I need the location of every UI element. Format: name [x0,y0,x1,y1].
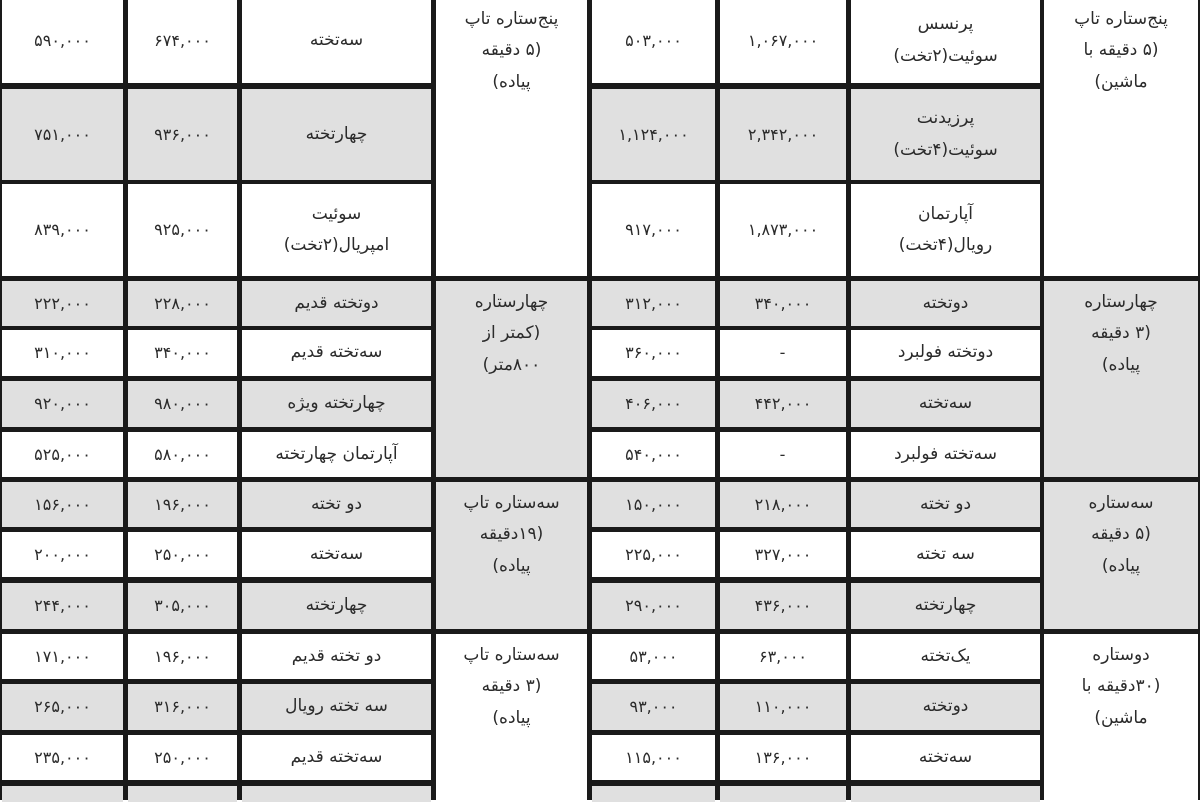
room-type-cell: سه‌تخته [242,532,431,577]
price-cell: ۵۲۵,۰۰۰ [2,432,123,477]
price-cell: ۵۴۰,۰۰۰ [592,432,715,477]
hotel-class-cell: سه‌ستاره تاپ (۱۹دقیقه پیاده) [436,482,587,629]
price-cell: ۳۱۲,۰۰۰ [592,281,715,326]
price-cell: ۲۶۵,۰۰۰ [2,684,123,730]
price-cell: ۲۵۰,۰۰۰ [128,735,237,780]
room-type-cell: دوتخته [851,684,1040,730]
price-cell: - [720,330,846,376]
hotel-class-cell: چهارستاره (کمتر از ۸۰۰متر) [436,281,587,477]
price-cell: ۵۰۳,۰۰۰ [592,0,715,83]
price-cell: ۹۳,۰۰۰ [592,684,715,730]
room-type-cell: سه‌تخته قدیم [242,735,431,780]
price-cell: ۱۱۵,۰۰۰ [592,735,715,780]
price-cell: ۹۸۰,۰۰۰ [128,381,237,427]
price-cell: ۲۹۰,۰۰۰ [592,583,715,629]
price-cell: ۱۹۶,۰۰۰ [128,634,237,679]
price-cell: ۲۴۴,۰۰۰ [2,583,123,629]
room-type-cell: دو تخته قدیم [242,634,431,679]
price-cell: ۲۳۵,۰۰۰ [2,735,123,780]
room-type-cell: یک‌تخته [851,634,1040,679]
price-cell: ۳۰۵,۰۰۰ [128,583,237,629]
price-cell: ۱,۰۶۷,۰۰۰ [720,0,846,83]
hotel-class-cell: دوستاره (۳۰دقیقه با ماشین) [1044,634,1198,802]
price-cell: ۱,۸۷۳,۰۰۰ [720,184,846,276]
price-cell: ۵۳,۰۰۰ [592,634,715,679]
room-type-cell: سه‌تخته قدیم [242,330,431,376]
price-cell: ۱۹۶,۰۰۰ [128,482,237,527]
room-type-cell: سه‌تخته [242,0,431,83]
price-cell: ۲۲۵,۰۰۰ [592,532,715,577]
price-cell: ۳۲۷,۰۰۰ [720,532,846,577]
price-cell: ۴۳۶,۰۰۰ [720,583,846,629]
room-type-cell: آپارتمان رویال(۴تخت) [851,184,1040,276]
hotel-class-cell: سه‌ستاره تاپ (۳ دقیقه پیاده) [436,634,587,802]
price-cell: ۲۵۰,۰۰۰ [128,532,237,577]
price-cell: ۳۴۰,۰۰۰ [720,281,846,326]
price-cell: ۹۲۰,۰۰۰ [2,381,123,427]
price-cell: ۲۲۸,۰۰۰ [128,281,237,326]
price-cell: ۵۸۰,۰۰۰ [128,432,237,477]
room-type-cell: سه‌تخته [851,735,1040,780]
price-cell: ۶۳,۰۰۰ [720,634,846,679]
room-type-cell: چهارتخته ویژه [242,381,431,427]
price-cell: ۵۹۰,۰۰۰ [2,0,123,83]
room-type-cell: دوتخته قدیم [242,281,431,326]
price-cell: ۳۱۰,۰۰۰ [2,330,123,376]
price-cell: ۶۷۴,۰۰۰ [128,0,237,83]
room-type-cell: دوتخته [851,281,1040,326]
room-type-cell: چهارتخته [851,583,1040,629]
price-cell: ۹۱۷,۰۰۰ [592,184,715,276]
price-cell: ۲,۳۴۲,۰۰۰ [720,89,846,180]
price-cell: ۳۱۶,۰۰۰ [128,684,237,730]
price-cell: ۹۲۵,۰۰۰ [128,184,237,276]
room-type-cell: سوئیت امپریال(۲تخت) [242,184,431,276]
price-cell: ۱,۱۲۴,۰۰۰ [592,89,715,180]
price-cell: ۴۰۶,۰۰۰ [592,381,715,427]
room-type-cell: دو تخته [242,482,431,527]
price-cell: - [720,432,846,477]
price-cell: ۴۴۲,۰۰۰ [720,381,846,427]
price-cell: ۲۲۲,۰۰۰ [2,281,123,326]
room-type-cell: دو تخته [851,482,1040,527]
price-cell: ۱۳۶,۰۰۰ [720,735,846,780]
room-type-cell: پرزیدنت سوئیت(۴تخت) [851,89,1040,180]
room-type-cell: چهارتخته [242,89,431,180]
hotel-class-cell: سه‌ستاره (۵ دقیقه پیاده) [1044,482,1198,629]
price-cell: ۳۴۰,۰۰۰ [128,330,237,376]
price-cell: ۹۳۶,۰۰۰ [128,89,237,180]
room-type-cell: آپارتمان چهارتخته [242,432,431,477]
price-cell: ۱۷۱,۰۰۰ [2,634,123,679]
price-cell: ۲۱۸,۰۰۰ [720,482,846,527]
room-type-cell: چهارتخته [242,583,431,629]
room-type-cell: سه‌تخته فولبرد [851,432,1040,477]
price-cell: ۱۱۰,۰۰۰ [720,684,846,730]
price-cell: ۱۵۶,۰۰۰ [2,482,123,527]
hotel-class-cell: پنج‌ستاره تاپ (۵ دقیقه با ماشین) [1044,0,1198,276]
room-type-cell: سه تخته رویال [242,684,431,730]
room-type-cell: سه تخته [851,532,1040,577]
room-type-cell: سه‌تخته [851,381,1040,427]
price-cell: ۱۵۰,۰۰۰ [592,482,715,527]
price-cell: ۳۶۰,۰۰۰ [592,330,715,376]
hotel-class-cell: پنج‌ستاره تاپ (۵ دقیقه پیاده) [436,0,587,276]
hotel-class-cell: چهارستاره (۳ دقیقه پیاده) [1044,281,1198,477]
price-cell: ۷۵۱,۰۰۰ [2,89,123,180]
price-cell: ۲۰۰,۰۰۰ [2,532,123,577]
room-type-cell: پرنسس سوئیت(۲تخت) [851,0,1040,83]
room-type-cell: دوتخته فولبرد [851,330,1040,376]
price-cell: ۸۳۹,۰۰۰ [2,184,123,276]
